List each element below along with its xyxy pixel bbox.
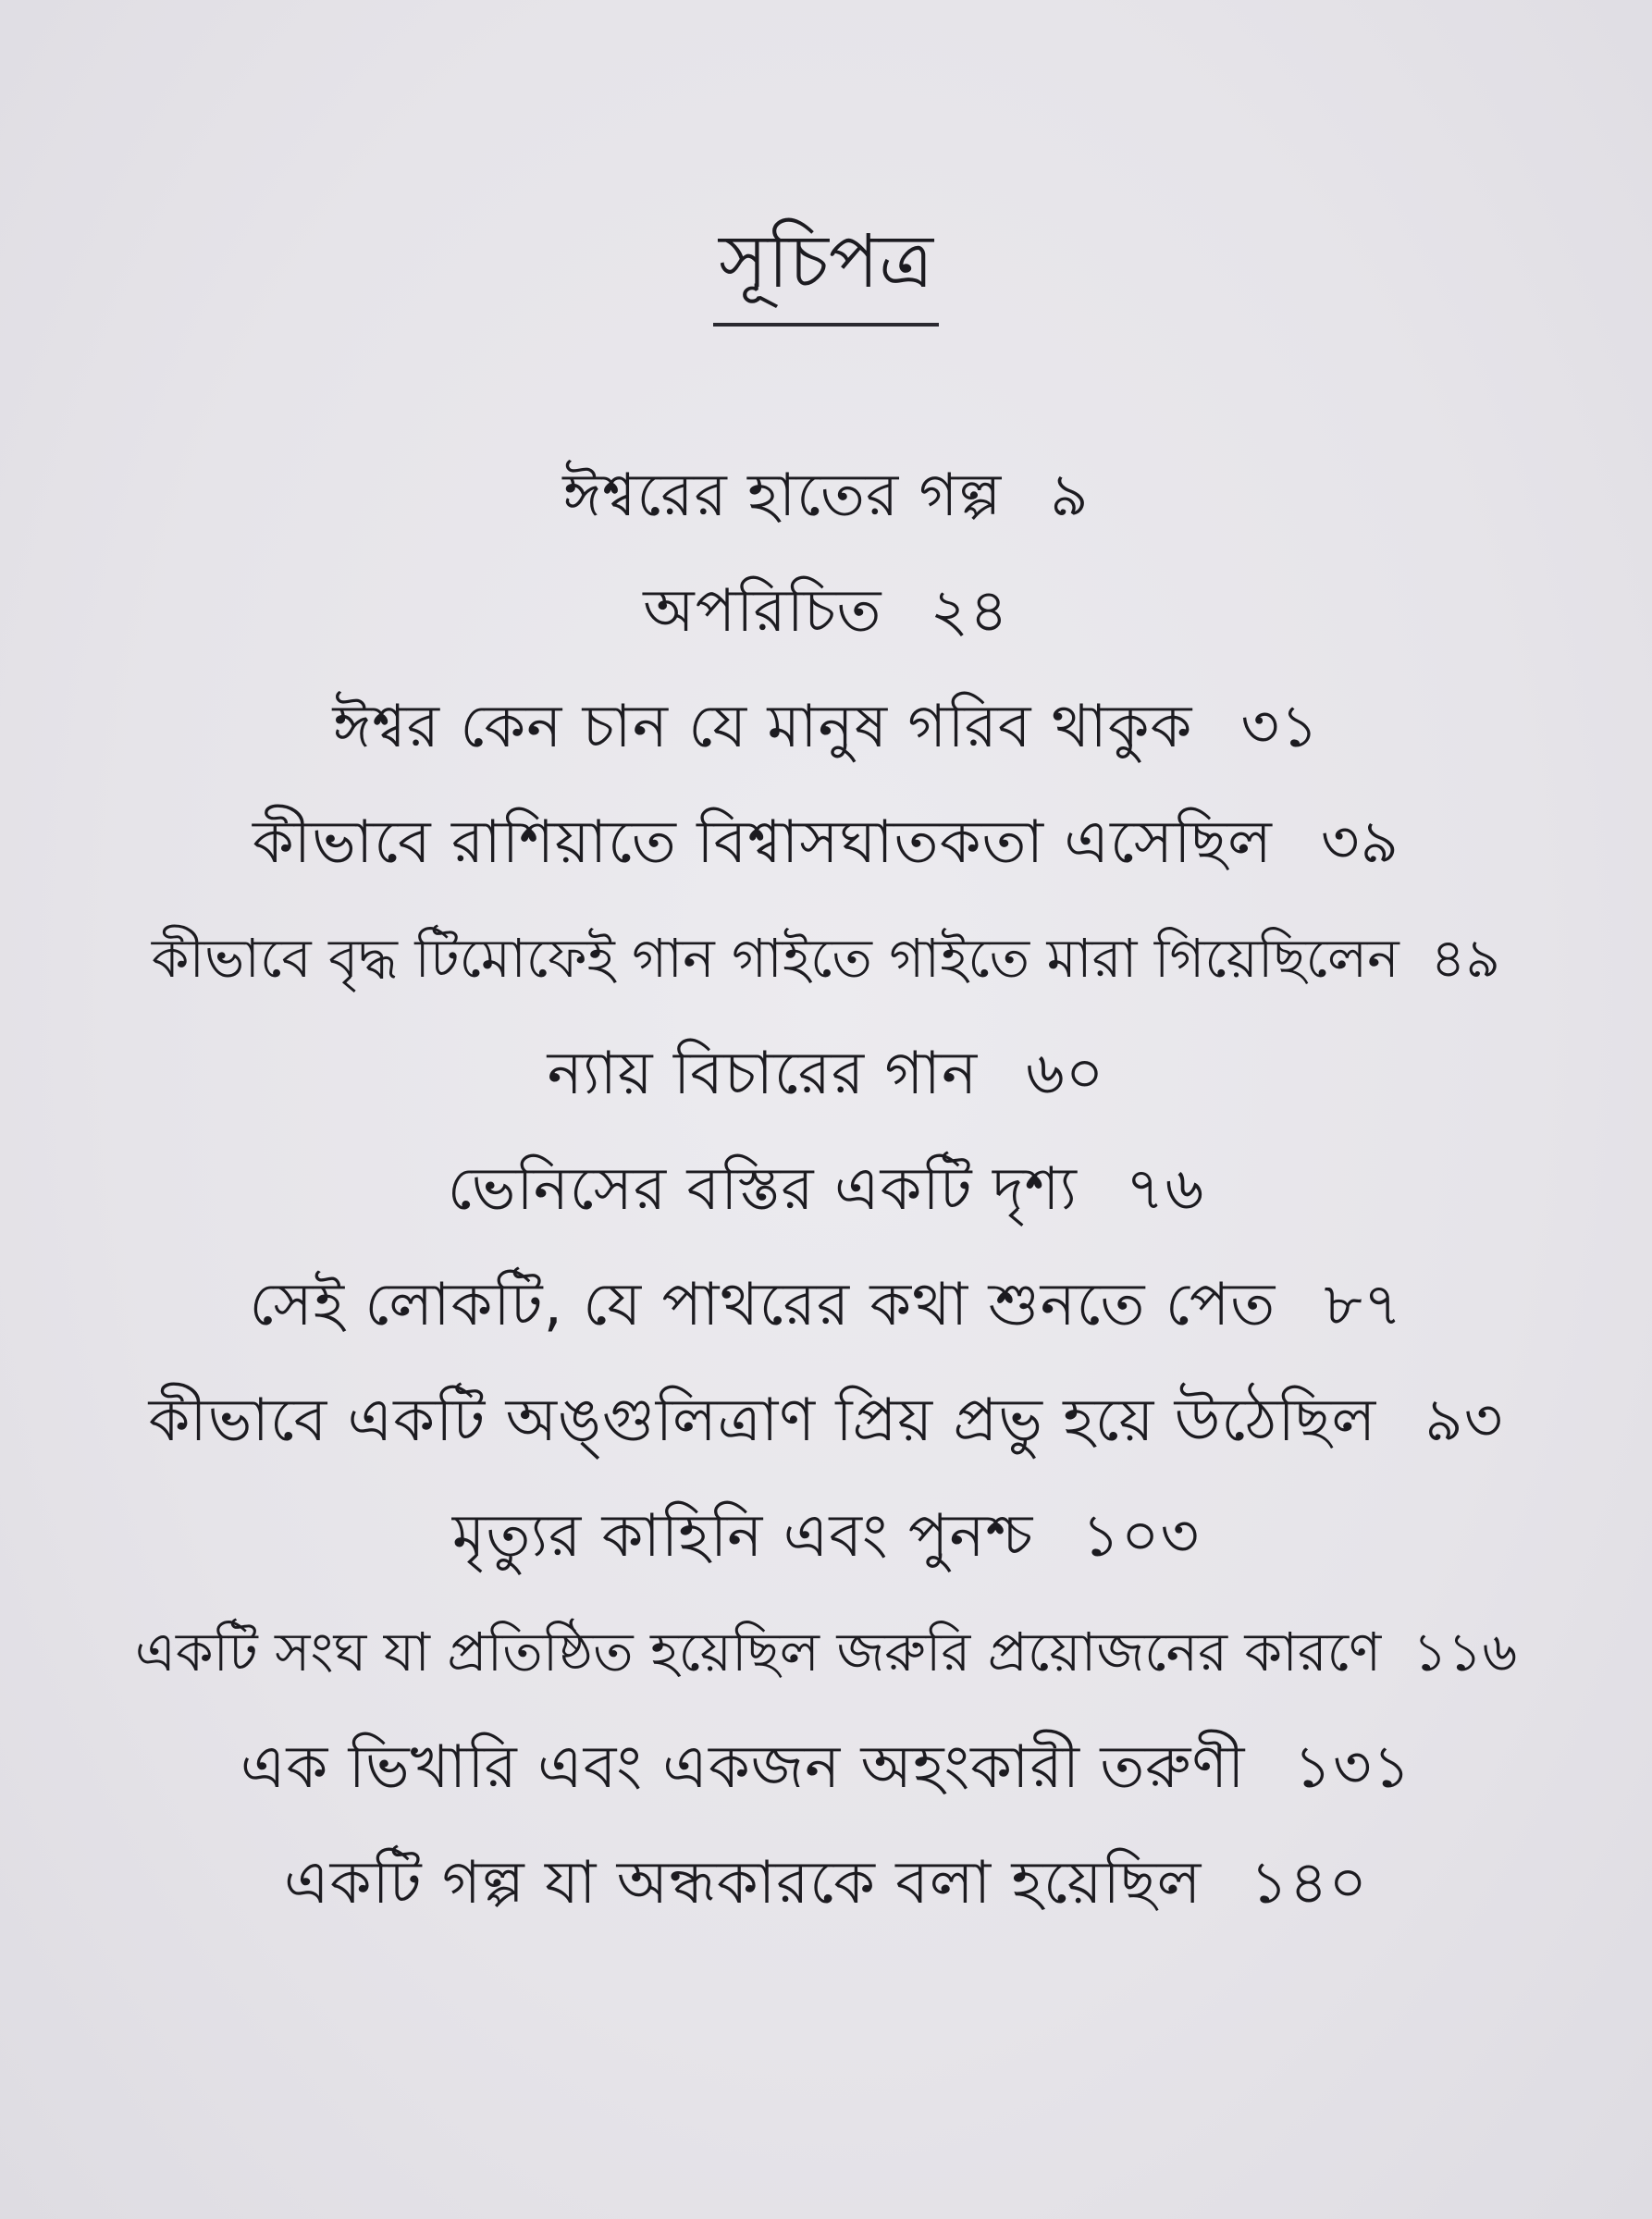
toc-entry xyxy=(0,1367,1652,1483)
toc-entry-title: ন্যায় বিচারের গান xyxy=(547,1040,979,1108)
toc-entry-title: ভেনিসের বস্তির একটি দৃশ্য xyxy=(447,1155,1078,1224)
toc-entry xyxy=(0,789,1652,905)
toc-entry-title: মৃত্যুর কাহিনি এবং পুনশ্চ xyxy=(451,1502,1034,1571)
toc-entry xyxy=(0,1136,1652,1251)
toc-entry xyxy=(0,1251,1652,1367)
toc-entry-page: ১০৩ xyxy=(1081,1502,1201,1571)
toc-entry xyxy=(0,442,1652,558)
toc-entry-page: ৩১ xyxy=(1240,693,1320,761)
toc-entry-title: এক ভিখারি এবং একজন অহংকারী তরুণী xyxy=(240,1733,1246,1802)
toc-entry-title: একটি সংঘ যা প্রতিষ্ঠিত হয়েছিল জরুরি প্রয়োজনের কারণে xyxy=(134,1621,1382,1683)
toc-entry xyxy=(0,673,1652,789)
toc-entry xyxy=(0,1020,1652,1136)
toc-entry-page: ৭৬ xyxy=(1126,1155,1205,1224)
toc-entry-page: ৪৯ xyxy=(1430,927,1501,990)
toc-entry-title: ঈশ্বরের হাতের গল্প xyxy=(562,462,1003,530)
toc-entry-page: ৩৯ xyxy=(1320,808,1400,877)
title-block xyxy=(0,217,1652,327)
toc-entry-page: ১৪০ xyxy=(1250,1849,1368,1917)
toc-entry xyxy=(0,1483,1652,1598)
toc-entry xyxy=(0,1714,1652,1830)
toc-entry-title: কীভাবে একটি অঙ্গুলিত্রাণ প্রিয় প্রভু হয়ে উঠেছিল xyxy=(148,1387,1377,1455)
toc-entry xyxy=(0,1598,1652,1714)
toc-entry xyxy=(0,1830,1652,1945)
toc-entry-page: ৬০ xyxy=(1026,1040,1105,1108)
toc-entry-title: কীভাবে রাশিয়াতে বিশ্বাসঘাতকতা এসেছিল xyxy=(252,808,1273,877)
toc-entry-title: সেই লোকটি, যে পাথরের কথা শুনতে পেত xyxy=(249,1271,1276,1339)
toc-entry-page: ৮৭ xyxy=(1324,1271,1403,1339)
toc-entry xyxy=(0,905,1652,1020)
toc-entry-page: ২৪ xyxy=(930,577,1009,646)
toc-entry-page: ১১৬ xyxy=(1412,1621,1518,1683)
toc-entry-title: অপরিচিত xyxy=(643,577,882,646)
toc-entry-title: ঈশ্বর কেন চান যে মানুষ গরিব থাকুক xyxy=(332,693,1193,761)
toc-entry-page: ১৩১ xyxy=(1293,1733,1412,1802)
toc-entry xyxy=(0,558,1652,673)
toc-entry-page: ৯ xyxy=(1050,462,1090,530)
toc-entry-title: একটি গল্প যা অন্ধকারকে বলা হয়েছিল xyxy=(284,1849,1202,1917)
page-title: সূচিপত্র xyxy=(713,217,939,327)
toc-entry-page: ৯৩ xyxy=(1424,1387,1504,1455)
table-of-contents xyxy=(0,442,1652,1945)
toc-entry-title: কীভাবে বৃদ্ধ টিমোফেই গান গাইতে গাইতে মারা গিয়েছিলেন xyxy=(151,927,1399,990)
